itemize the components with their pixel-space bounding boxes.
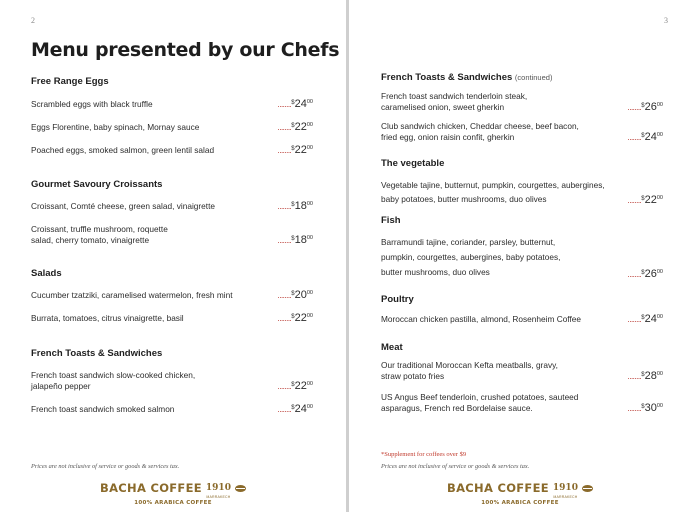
price-footnote: Prices are not inclusive of service or goods & services tax.	[31, 463, 180, 470]
menu-item-price: $........^{\$}24^{00}$	[627, 131, 663, 143]
menu-item	[381, 314, 663, 325]
menu-page-left	[0, 0, 346, 512]
menu-item-price: $........^{\$}18^{00}$	[277, 234, 313, 246]
coffee-bean-icon	[235, 485, 246, 492]
menu-item-description: Burrata, tomatoes, citrus vinaigrette, basil	[31, 313, 184, 323]
menu-item	[381, 360, 663, 382]
menu-page-right	[349, 0, 696, 512]
menu-item	[381, 178, 663, 206]
section-heading-fish: Fish	[381, 215, 401, 226]
menu-item-description: Eggs Florentine, baby spinach, Mornay sauce	[31, 122, 200, 132]
menu-item-price: $........^{\$}22^{00}$	[277, 121, 313, 133]
menu-item-description: Croissant, Comté cheese, green salad, vinaigrette	[31, 201, 216, 211]
menu-item	[31, 99, 313, 110]
menu-item-price: $........^{\$}28^{00}$	[627, 370, 663, 382]
menu-item-description: Cucumber tzatziki, caramelised watermelon, fresh mint	[31, 290, 233, 300]
continued-label: (continued)	[514, 73, 553, 82]
menu-item-description: US Angus Beef tenderloin, crushed potatoes, sauteed asparagus, French red Bordelaise sauce.	[381, 392, 579, 413]
menu-item-description: Moroccan chicken pastilla, almond, Rosenheim Coffee	[381, 314, 581, 324]
menu-item-description: French toast sandwich tenderloin steak, caramelised onion, sweet gherkin	[381, 91, 528, 112]
logo-brand: BACHA COFFEE	[447, 481, 549, 495]
menu-item	[381, 235, 663, 280]
section-heading-meat: Meat	[381, 342, 403, 353]
logo-year: 1910	[552, 483, 578, 493]
page-title: Menu presented by our Chefs	[31, 39, 340, 61]
menu-item-price: $........^{\$}24^{00}$	[627, 313, 663, 325]
menu-item-description: Croissant, truffle mushroom, roquette salad, cherry tomato, vinaigrette	[31, 224, 168, 245]
section-heading-vegetable: The vegetable	[381, 158, 445, 169]
menu-item	[31, 290, 313, 301]
section-heading-free-range-eggs: Free Range Eggs	[31, 76, 109, 87]
menu-item-price: $........^{\$}20^{00}$	[277, 289, 313, 301]
menu-item-description: Scrambled eggs with black truffle	[31, 99, 153, 109]
logo-year: 1910	[205, 483, 231, 493]
section-heading-french-toasts-continued: French Toasts & Sandwiches (continued)	[381, 72, 553, 83]
menu-item-price: $........^{\$}30^{00}$	[627, 402, 663, 414]
menu-item-price: $........^{\$}22^{00}$	[277, 144, 313, 156]
page-number: 3	[664, 16, 668, 25]
section-heading-poultry: Poultry	[381, 294, 414, 305]
price-footnote: Prices are not inclusive of service or goods & services tax.	[381, 463, 530, 470]
menu-item-price: $........^{\$}22^{00}$	[277, 312, 313, 324]
section-heading-french-toasts: French Toasts & Sandwiches	[31, 348, 163, 359]
menu-item	[381, 392, 663, 414]
logo-city: MARRAKECH	[206, 495, 231, 499]
menu-item	[31, 122, 313, 133]
logo-tagline: 100% ARABICA COFFEE	[481, 500, 559, 506]
menu-item	[381, 121, 663, 143]
menu-item-price: $........^{\$}18^{00}$	[277, 200, 313, 212]
menu-item-price: $........^{\$}24^{00}$	[277, 403, 313, 415]
logo-city: MARRAKECH	[553, 495, 578, 499]
menu-item	[31, 404, 313, 415]
menu-item-price: $........^{\$}26^{00}$	[627, 268, 663, 280]
menu-item-price: $........^{\$}26^{00}$	[627, 101, 663, 113]
bacha-coffee-logo	[98, 477, 248, 506]
menu-item	[381, 91, 663, 113]
menu-item-description: Barramundi tajine, coriander, parsley, butternut, pumpkin, courgettes, aubergines, baby potatoes, butter mushrooms, duo olives	[381, 237, 561, 277]
supplement-note: *Supplement for coffees over $9	[381, 451, 467, 458]
bacha-coffee-logo	[445, 477, 595, 506]
menu-item	[31, 145, 313, 156]
menu-item-description: Club sandwich chicken, Cheddar cheese, beef bacon, fried egg, onion raisin confit, gherkin	[381, 121, 579, 142]
menu-item	[31, 201, 313, 212]
menu-item	[31, 313, 313, 324]
section-heading-salads: Salads	[31, 268, 62, 279]
menu-item	[31, 224, 313, 246]
menu-item-description: French toast sandwich smoked salmon	[31, 404, 175, 414]
menu-item	[31, 370, 313, 392]
menu-item-price: $........^{\$}22^{00}$	[277, 380, 313, 392]
menu-item-price: $........^{\$}24^{00}$	[277, 98, 313, 110]
coffee-bean-icon	[582, 485, 593, 492]
page-number: 2	[31, 16, 35, 25]
menu-item-description: Our traditional Moroccan Kefta meatballs, gravy, straw potato fries	[381, 360, 558, 381]
menu-item-description: French toast sandwich slow-cooked chicken, jalapeño pepper	[31, 370, 196, 391]
logo-tagline: 100% ARABICA COFFEE	[134, 500, 212, 506]
menu-item-price: $........^{\$}22^{00}$	[627, 194, 663, 206]
logo-brand: BACHA COFFEE	[100, 481, 202, 495]
menu-item-description: Poached eggs, smoked salmon, green lentil salad	[31, 145, 215, 155]
menu-item-description: Vegetable tajine, butternut, pumpkin, courgettes, aubergines, baby potatoes, butter mushrooms, duo olives	[381, 180, 605, 204]
section-heading-gourmet-savoury-croissants: Gourmet Savoury Croissants	[31, 179, 163, 190]
